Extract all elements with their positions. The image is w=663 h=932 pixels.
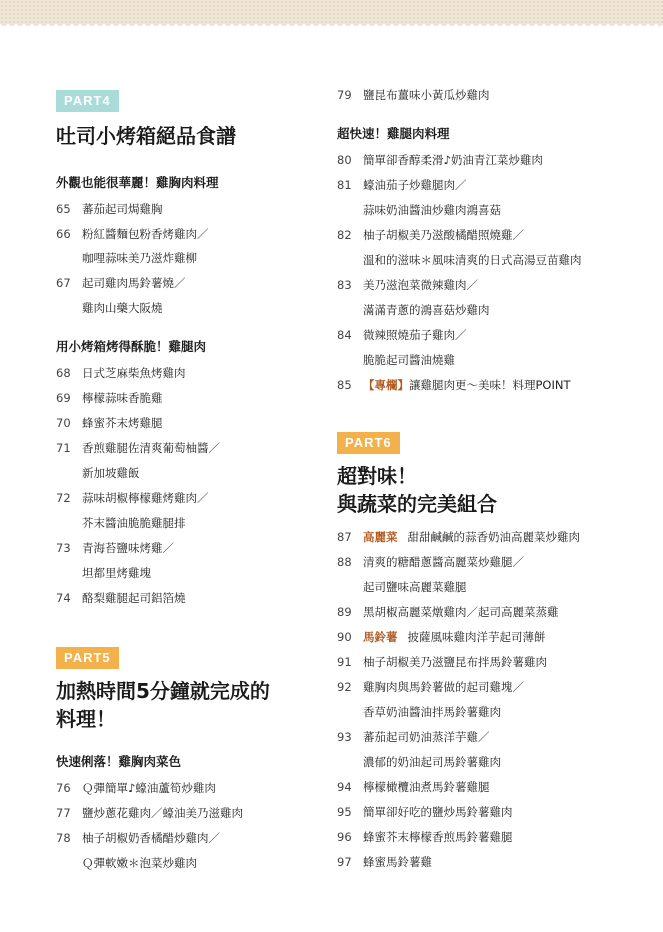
- toc-entry-column[interactable]: 85 【專欄】讓雞腿肉更～美味！料理POINT: [337, 378, 571, 392]
- toc-entry-cont[interactable]: 坦都里烤雞塊: [82, 566, 151, 580]
- toc-entry[interactable]: 90 馬鈴薯 披薩風味雞肉洋芋起司薄餅: [337, 630, 546, 644]
- toc-entry[interactable]: 79 鹽昆布薑味小黃瓜炒雞肉: [337, 88, 490, 102]
- toc-entry-cont[interactable]: Ｑ彈軟嫩＊泡菜炒雞肉: [82, 856, 197, 870]
- category-tag: 高麗菜: [363, 530, 398, 544]
- toc-entry[interactable]: 74 酪梨雞腿起司鋁箔燒: [56, 591, 186, 605]
- toc-entry[interactable]: 91 柚子胡椒美乃滋鹽昆布拌馬鈴薯雞肉: [337, 655, 547, 669]
- toc-entry[interactable]: 96 蜂蜜芥末檸檬香煎馬鈴薯雞腿: [337, 830, 513, 844]
- toc-entry-cont[interactable]: 雞肉山藥大阪燒: [82, 301, 163, 315]
- toc-entry-cont[interactable]: 起司鹽味高麗菜雞腿: [363, 580, 467, 594]
- toc-entry-cont[interactable]: 溫和的滋味＊風味清爽的日式高湯豆苗雞肉: [363, 253, 582, 267]
- toc-entry[interactable]: 83 美乃滋泡菜微辣雞肉／: [337, 278, 478, 292]
- toc-entry[interactable]: 82 柚子胡椒美乃滋酸橘醋照燒雞／: [337, 228, 524, 242]
- toc-entry[interactable]: 76 Ｑ彈簡單♪蠔油蘆筍炒雞肉: [56, 781, 216, 795]
- section-heading: 超快速！雞腿肉料理: [337, 126, 450, 141]
- toc-entry[interactable]: 87 高麗菜 甜甜鹹鹹的蒜香奶油高麗菜炒雞肉: [337, 530, 580, 544]
- toc-entry[interactable]: 68 日式芝麻柴魚烤雞肉: [56, 366, 186, 380]
- part5-title-line2: 料理！: [56, 707, 116, 731]
- part6-title-line2: 與蔬菜的完美組合: [337, 492, 497, 516]
- toc-entry[interactable]: 71 香煎雞腿佐清爽葡萄柚醬／: [56, 441, 220, 455]
- toc-entry[interactable]: 66 粉紅醬麵包粉香烤雞肉／: [56, 227, 209, 241]
- toc-entry-cont[interactable]: 咖哩蒜味美乃滋炸雞柳: [82, 251, 197, 265]
- part6-badge: PART6: [337, 432, 400, 454]
- toc-entry[interactable]: 92 雞胸肉與馬鈴薯做的起司雞塊／: [337, 680, 524, 694]
- toc-entry[interactable]: 88 清爽的糖醋蔥醬高麗菜炒雞腿／: [337, 555, 524, 569]
- section-heading: 用小烤箱烤得酥脆！雞腿肉: [56, 339, 207, 354]
- toc-entry[interactable]: 65 蕃茄起司焗雞胸: [56, 202, 163, 216]
- section-heading: 外觀也能很華麗！雞胸肉料理: [56, 175, 219, 190]
- toc-entry-cont[interactable]: 蒜味奶油醬油炒雞肉鴻喜菇: [363, 203, 501, 217]
- part4-title: 吐司小烤箱絕品食譜: [56, 124, 236, 148]
- toc-entry[interactable]: 73 青海苔鹽味烤雞／: [56, 541, 174, 555]
- toc-entry[interactable]: 69 檸檬蒜味香脆雞: [56, 391, 163, 405]
- part5-badge: PART5: [56, 647, 119, 669]
- column-tag: 【專欄】: [363, 378, 409, 392]
- toc-entry[interactable]: 94 檸檬橄欖油煮馬鈴薯雞腿: [337, 780, 490, 794]
- toc-entry[interactable]: 70 蜂蜜芥末烤雞腿: [56, 416, 163, 430]
- part6-title-line1: 超對味！: [337, 464, 417, 488]
- toc-entry[interactable]: 72 蒜味胡椒檸檬雞烤雞肉／: [56, 491, 209, 505]
- toc-entry[interactable]: 84 微辣照燒茄子雞肉／: [337, 328, 467, 342]
- toc-entry-cont[interactable]: 脆脆起司醬油燒雞: [363, 353, 455, 367]
- part4-badge: PART4: [56, 90, 119, 112]
- toc-entry[interactable]: 95 簡單卻好吃的鹽炒馬鈴薯雞肉: [337, 805, 513, 819]
- category-tag: 馬鈴薯: [363, 630, 398, 644]
- toc-entry-cont[interactable]: 香草奶油醬油拌馬鈴薯雞肉: [363, 705, 501, 719]
- toc-entry[interactable]: 67 起司雞肉馬鈴薯燒／: [56, 276, 186, 290]
- section-heading: 快速俐落！雞胸肉菜色: [56, 754, 182, 769]
- toc-entry-cont[interactable]: 芥末醬油脆脆雞腿排: [82, 516, 186, 530]
- decorative-top-border: [0, 0, 663, 24]
- toc-entry[interactable]: 89 黑胡椒高麗菜燉雞肉／起司高麗菜蒸雞: [337, 605, 559, 619]
- toc-entry[interactable]: 80 簡單卻香醇柔滑♪奶油青江菜炒雞肉: [337, 153, 543, 167]
- toc-entry-cont[interactable]: 濃郁的奶油起司馬鈴薯雞肉: [363, 755, 501, 769]
- toc-entry-cont[interactable]: 滿滿青蔥的鴻喜菇炒雞肉: [363, 303, 490, 317]
- toc-entry[interactable]: 81 蠔油茄子炒雞腿肉／: [337, 178, 467, 192]
- toc-entry[interactable]: 78 柚子胡椒奶香橘醋炒雞肉／: [56, 831, 220, 845]
- toc-entry[interactable]: 97 蜂蜜馬鈴薯雞: [337, 855, 432, 869]
- part5-title-line1: 加熱時間5分鐘就完成的: [56, 679, 270, 703]
- toc-entry[interactable]: 93 蕃茄起司奶油蒸洋芋雞／: [337, 730, 490, 744]
- toc-entry[interactable]: 77 鹽炒蔥花雞肉／蠔油美乃滋雞肉: [56, 806, 243, 820]
- toc-entry-cont[interactable]: 新加坡雞飯: [82, 466, 140, 480]
